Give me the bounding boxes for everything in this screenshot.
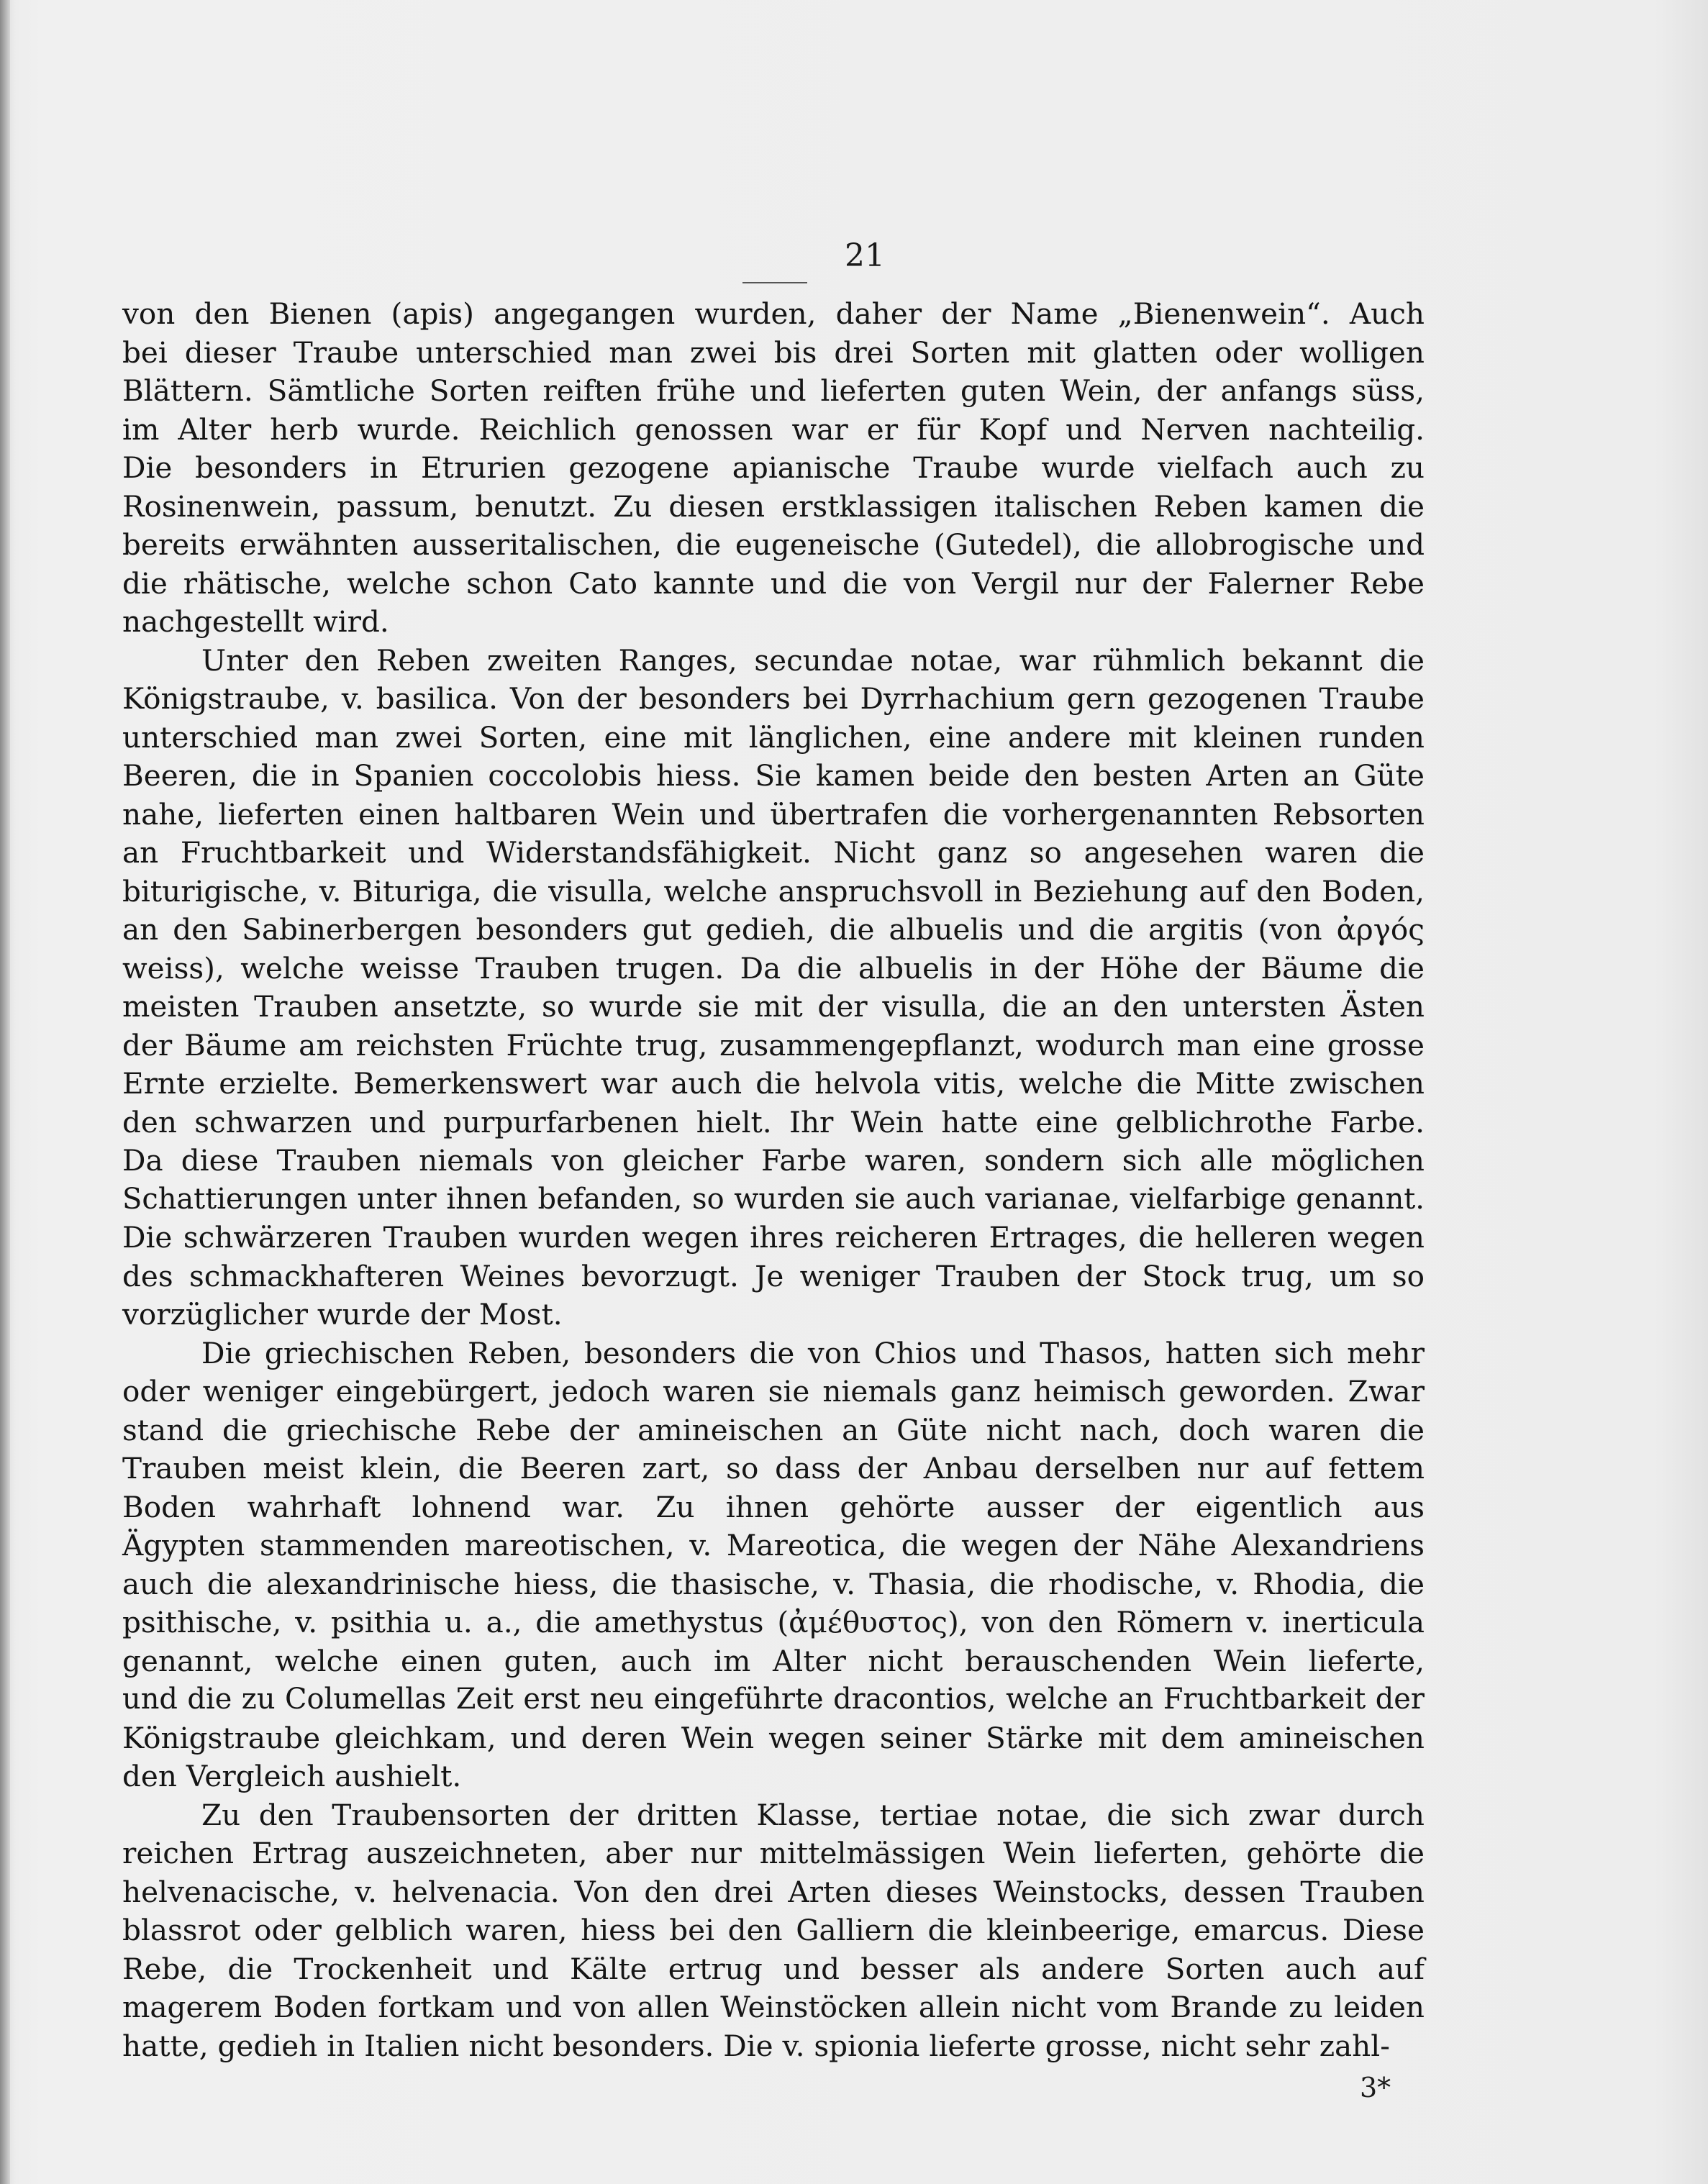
text-line: die rhätische, welche schon Cato kannte und die von Vergil nur der Falerner Rebe — [122, 565, 1425, 601]
text-line: helvenacische, v. helvenacia. Von den drei Arten dieses Weinstocks, dessen Trauben — [122, 1874, 1425, 1909]
text-line: vorzüglicher wurde der Most. — [122, 1297, 563, 1332]
binding-shadow — [0, 0, 10, 2184]
text-line: Zu den Traubensorten der dritten Klasse, tertiae notae, die sich zwar durch — [201, 1797, 1425, 1832]
text-line: nachgestellt wird. — [122, 604, 389, 639]
text-line: hatte, gedieh in Italien nicht besonders. Die v. spionia lieferte grosse, nicht sehr zahl- — [122, 2028, 1390, 2063]
text-line: psithische, v. psithia u. a., die amethystus (ἀμέθυστος), von den Römern v. inerticula — [122, 1605, 1425, 1639]
text-line: unterschied man zwei Sorten, eine mit länglichen, eine andere mit kleinen runden — [122, 719, 1425, 755]
text-line: den Vergleich aushielt. — [122, 1759, 462, 1793]
text-line: Die griechischen Reben, besonders die von Chios und Thasos, hatten sich mehr — [201, 1335, 1425, 1370]
text-line: Ernte erzielte. Bemerkenswert war auch die helvola vitis, welche die Mitte zwischen — [122, 1066, 1425, 1101]
text-line: an Fruchtbarkeit und Widerstandsfähigkeit. Nicht ganz so angesehen waren die — [122, 835, 1425, 870]
body-text — [122, 295, 1425, 2065]
text-line: Trauben meist klein, die Beeren zart, so dass der Anbau derselben nur auf fettem — [122, 1451, 1425, 1485]
text-line: Königstraube, v. basilica. Von der besonders bei Dyrrhachium gern gezogenen Traube — [122, 681, 1425, 716]
text-line: von den Bienen (apis) angegangen wurden, daher der Name „Bienenwein“. Auch — [122, 296, 1425, 331]
text-line: bereits erwähnten ausseritalischen, die eugeneische (Gutedel), die allobrogische und — [122, 527, 1425, 562]
text-line: Ägypten stammenden mareotischen, v. Mareotica, die wegen der Nähe Alexandriens — [122, 1528, 1425, 1562]
text-line: bei dieser Traube unterschied man zwei bis drei Sorten mit glatten oder wolligen — [122, 335, 1425, 370]
text-line: weiss), welche weisse Trauben trugen. Da die albuelis in der Höhe der Bäume die — [122, 950, 1425, 986]
text-line: auch die alexandrinische hiess, die thasische, v. Thasia, die rhodische, v. Rhodia, die — [122, 1566, 1425, 1601]
text-line: reichen Ertrag auszeichneten, aber nur mittelmässigen Wein lieferten, gehörte die — [122, 1836, 1425, 1870]
text-line: des schmackhafteren Weines bevorzugt. Je weniger Trauben der Stock trug, um so — [122, 1258, 1425, 1293]
text-line: an den Sabinerbergen besonders gut gedieh, die albuelis und die argitis (von ἀργός — [122, 912, 1425, 947]
text-line: Die schwärzeren Trauben wurden wegen ihres reicheren Ertrages, die helleren wegen — [122, 1220, 1425, 1255]
page-number-rule — [742, 282, 807, 283]
text-line: im Alter herb wurde. Reichlich genossen war er für Kopf und Nerven nachteilig. — [122, 411, 1425, 447]
text-line: Königstraube gleichkam, und deren Wein wegen seiner Stärke mit dem amineischen — [122, 1720, 1425, 1755]
text-line: Da diese Trauben niemals von gleicher Farbe waren, sondern sich alle möglichen — [122, 1143, 1425, 1178]
text-line: stand die griechische Rebe der amineischen an Güte nicht nach, doch waren die — [122, 1412, 1425, 1447]
text-line: meisten Trauben ansetzte, so wurde sie mit der visulla, die an den untersten Ästen — [122, 989, 1425, 1024]
text-line: Beeren, die in Spanien coccolobis hiess. Sie kamen beide den besten Arten an Güte — [122, 758, 1425, 793]
text-line: Die besonders in Etrurien gezogene apianische Traube wurde vielfach auch zu — [122, 450, 1425, 485]
signature-mark: 3* — [1360, 2072, 1391, 2103]
text-line: den schwarzen und purpurfarbenen hielt. Ihr Wein hatte eine gelblichrothe Farbe. — [122, 1104, 1425, 1139]
text-line: Rebe, die Trockenheit und Kälte ertrug und besser als andere Sorten auch auf — [122, 1951, 1425, 1986]
text-line: Boden wahrhaft lohnend war. Zu ihnen gehörte ausser der eigentlich aus — [122, 1489, 1425, 1524]
text-line: genannt, welche einen guten, auch im Alter nicht berauschenden Wein lieferte, — [122, 1643, 1425, 1678]
text-line: Blättern. Sämtliche Sorten reiften frühe und lieferten guten Wein, der anfangs süss, — [122, 373, 1425, 408]
text-line: Rosinenwein, passum, benutzt. Zu diesen erstklassigen italischen Reben kamen die — [122, 488, 1425, 524]
text-line: der Bäume am reichsten Früchte trug, zusammengepflanzt, wodurch man eine grosse — [122, 1027, 1425, 1063]
text-line: Schattierungen unter ihnen befanden, so wurden sie auch varianae, vielfarbige genannt. — [122, 1182, 1425, 1216]
text-line: biturigische, v. Bituriga, die visulla, welche anspruchsvoll in Beziehung auf den Boden, — [122, 873, 1425, 909]
page-number: 21 — [845, 237, 885, 274]
text-line: und die zu Columellas Zeit erst neu eingeführte dracontios, welche an Fruchtbarkeit der — [122, 1683, 1425, 1716]
text-line: oder weniger eingebürgert, jedoch waren sie niemals ganz heimisch geworden. Zwar — [122, 1374, 1425, 1409]
text-line: Unter den Reben zweiten Ranges, secundae notae, war rühmlich bekannt die — [201, 642, 1425, 678]
text-line: blassrot oder gelblich waren, hiess bei den Galliern die kleinbeerige, emarcus. Diese — [122, 1913, 1425, 1947]
text-line: nahe, lieferten einen haltbaren Wein und übertrafen die vorhergenannten Rebsorten — [122, 796, 1425, 832]
text-line: magerem Boden fortkam und von allen Weinstöcken allein nicht vom Brande zu leiden — [122, 1990, 1425, 2024]
